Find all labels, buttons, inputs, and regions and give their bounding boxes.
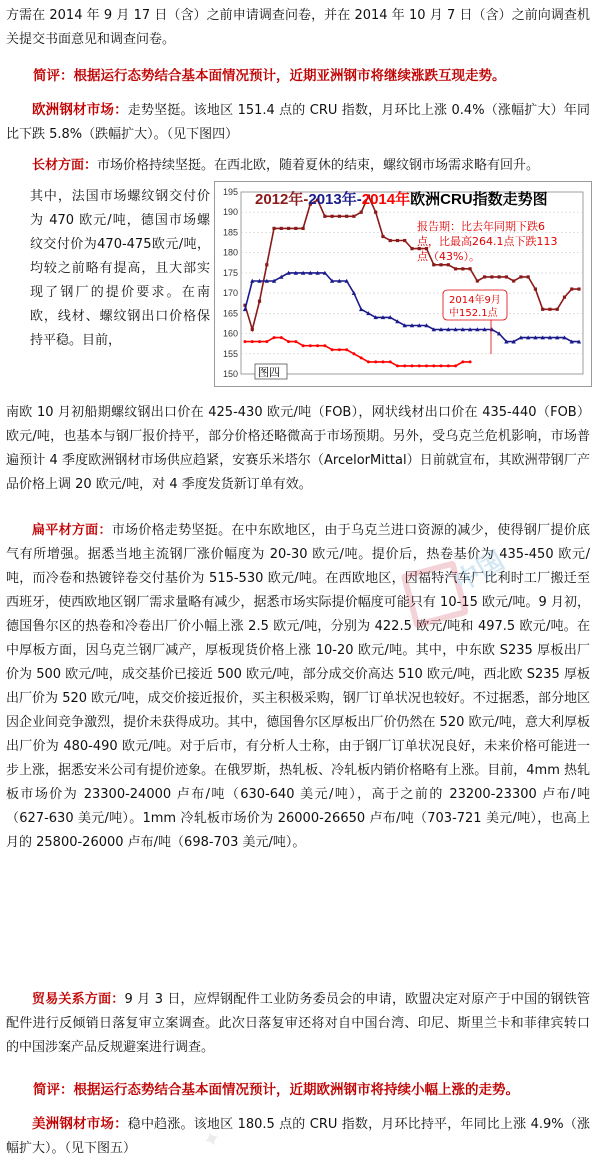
cru-index-chart: [214, 181, 592, 387]
data-point-2012年: [287, 227, 290, 230]
data-point-2012年: [476, 279, 479, 282]
data-point-2014年: [287, 340, 290, 343]
europe-body: 走势坚挺。该地区 151.4 点的 CRU 指数，月环比上涨 0.4%（涨幅扩大）年同比下跌 5.8%（跌幅扩大）。（见下图四）: [6, 103, 591, 142]
data-point-2012年: [505, 275, 508, 278]
flat-body: 市场价格走势坚挺。在中东欧地区，由于乌克兰进口资源的减少，使得钢厂提价底气有所增强。据悉当地主流钢厂涨价幅度为 20-30 欧元/吨。提价后，热卷基价为 435-450 欧元/吨，而冷卷和热镀锌卷交付基价为 515-530 欧元/吨。在西欧地区，因福特汽车厂比利时工厂搬迁至西班牙，使西欧地区钢厂需求量略有减少，据悉市场实际提价幅度可能只有 10-15 欧元/吨。9 月初，德国鲁尔区的热卷和冷卷出厂价小幅上涨 2.5 欧元/吨，分别为 422.5 欧元/吨和 497.5 欧元/吨。在中厚板方面，因乌克兰钢厂减产，厚板现货价格上涨 10-20 欧元/吨。其中，中东欧 S235 厚板出厂价为 500 欧元/吨，成交基价已接近 500 欧元/吨，部分成交价高达 510 欧元/吨，西北欧 S235 厚板出厂价为 520 欧元/吨，成交价接近报价，买主积极采购，钢厂订单状况也较好。不过据悉，部分地区因企业间竞争激烈，提价未获得成功。其中，德国鲁尔区厚板出厂价仍然在 520 欧元/吨，意大利厚板出厂价为 480-490 欧元/吨。对于后市，有分析人士称，由于钢厂订单状况良好，未来价格可能进一步上涨，据悉安米公司有提价迹象。在俄罗斯，热轧板、冷轧板内销价格略有上涨。目前，4mm 热轧板市场价为 23300-24000 卢布/吨（630-640 美元/吨），高于之前的 23200-23300 卢布/吨（627-630 美元/吨）。1mm 冷轧板市场价为 26000-26650 卢布/吨（703-721 美元/吨），也高上月的 25800-26000 卢布/吨（698-703 美元/吨）。: [6, 523, 590, 850]
data-point-2012年: [461, 267, 464, 270]
data-point-2012年: [338, 215, 341, 218]
data-point-2014年: [280, 336, 283, 339]
y-tick-label: 175: [222, 267, 238, 278]
data-point-2012年: [410, 247, 413, 250]
asia-comment: 简评：根据运行态势结合基本面情况预计，近期亚洲钢市将继续涨跌互现走势。: [33, 68, 506, 84]
long-paragraph-first: [6, 154, 590, 178]
data-point-2014年: [345, 348, 348, 351]
intro-paragraph: 方需在 2014 年 9 月 17 日（含）之前申请调查问卷，并在 2014 年 10 月 7 日（含）之前向调查机关提交书面意见和调查问卷。: [6, 8, 590, 47]
y-tick-label: 180: [222, 247, 238, 258]
data-point-2012年: [323, 215, 326, 218]
data-point-2014年: [302, 344, 305, 347]
data-point-2012年: [258, 300, 261, 303]
data-point-2014年: [244, 340, 247, 343]
data-point-2014年: [447, 364, 450, 367]
chart-title: [255, 190, 548, 208]
annotation-callout-line: 2014年9月: [449, 295, 501, 306]
data-point-2012年: [541, 308, 544, 311]
data-point-2012年: [265, 263, 268, 266]
chart-title-suffix: 欧洲CRU指数走势图: [410, 191, 548, 208]
data-point-2014年: [352, 352, 355, 355]
data-point-2014年: [418, 364, 421, 367]
long-heading: 长材方面：: [32, 158, 98, 173]
america-heading: 美洲钢材市场：: [32, 1116, 128, 1132]
europe-paragraph: [6, 98, 590, 147]
data-point-2014年: [331, 348, 334, 351]
data-point-2014年: [454, 364, 457, 367]
chart-label: 图四: [258, 366, 280, 379]
data-point-2014年: [273, 336, 276, 339]
data-point-2012年: [345, 215, 348, 218]
data-point-2014年: [309, 344, 312, 347]
y-tick-label: 185: [222, 227, 238, 238]
data-point-2012年: [519, 275, 522, 278]
data-point-2012年: [498, 275, 501, 278]
data-point-2012年: [396, 239, 399, 242]
data-point-2012年: [556, 308, 559, 311]
data-point-2014年: [367, 360, 370, 363]
data-point-2014年: [411, 364, 414, 367]
data-point-2012年: [527, 275, 530, 278]
data-point-2012年: [454, 267, 457, 270]
data-point-2014年: [432, 364, 435, 367]
data-point-2014年: [294, 340, 297, 343]
trade-heading: 贸易关系方面：: [32, 992, 125, 1007]
data-point-2014年: [265, 340, 268, 343]
data-point-2014年: [338, 348, 341, 351]
data-point-2012年: [490, 275, 493, 278]
chart-title-2014: 2014年: [361, 191, 411, 208]
annotation-report-line: 点，比最高264.1点下跌113: [417, 235, 558, 248]
data-point-2014年: [425, 364, 428, 367]
data-point-2014年: [251, 340, 254, 343]
data-point-2012年: [439, 263, 442, 266]
y-tick-label: 165: [222, 308, 238, 319]
data-point-2012年: [534, 287, 537, 290]
data-point-2014年: [258, 340, 261, 343]
chart-title-2012: 2012年-: [255, 191, 309, 208]
data-point-2014年: [461, 360, 464, 363]
chart-title-2013: 2013年-: [308, 191, 362, 208]
bottom-watermark: ✦: [199, 1125, 226, 1156]
data-point-2014年: [469, 360, 472, 363]
data-point-2012年: [280, 227, 283, 230]
europe-comment: 简评：根据运行态势结合基本面情况预计，近期欧洲钢市将持续小幅上涨的走势。: [33, 1082, 519, 1098]
data-point-2012年: [403, 239, 406, 242]
data-point-2014年: [381, 360, 384, 363]
data-point-2014年: [389, 360, 392, 363]
y-tick-label: 195: [222, 187, 238, 197]
data-point-2014年: [440, 364, 443, 367]
y-tick-label: 170: [222, 288, 238, 299]
data-point-2012年: [251, 328, 254, 331]
y-tick-label: 150: [222, 369, 238, 379]
y-tick-label: 160: [222, 328, 238, 339]
data-point-2012年: [483, 275, 486, 278]
trade-body: 9 月 3 日，应焊钢配件工业防务委员会的申请，欧盟决定对原产于中国的钢铁管配件进行反倾销日落复审立案调查。此次日落复审还将对自中国台湾、印尼、斯里兰卡和菲律宾转口的中国涉案产品反规避案进行调查。: [6, 992, 590, 1055]
chart-grid: [223, 187, 583, 379]
data-point-2012年: [352, 215, 355, 218]
data-point-2012年: [570, 287, 573, 290]
long-side-text: 其中，法国市场螺纹钢交付价为 470 欧元/吨，德国市场螺纹交付价为470-475欧元/吨，均较之前略有提高，且大部实现了钢厂的提价要求。在南欧，线材、螺纹钢出口价格保持平稳。目前，: [30, 189, 210, 348]
annotation-report-line: 报告期：比去年同期下跌6: [417, 220, 545, 233]
data-point-2012年: [447, 263, 450, 266]
europe-heading: 欧洲钢材市场：: [32, 102, 128, 118]
long-paragraph-rest: 南欧 10 月初船期螺纹钢出口价在 425-430 欧元/吨（FOB），网状线材出口价在 435-440（FOB）欧元/吨，也基本与钢厂报价持平，部分价格还略微高于市场预期。另外，受乌克兰危机影响，市场普遍预计 4 季度欧洲钢材市场供应趋紧，安赛乐米塔尔（ArcelorMittal）日前就宣布，其欧洲带钢厂产品价格上调 20 欧元/吨，对 4 季度发货新订单有效。: [6, 405, 590, 492]
data-point-2012年: [272, 227, 275, 230]
flat-heading: 扁平材方面：: [32, 523, 112, 538]
data-point-2012年: [577, 287, 580, 290]
data-point-2014年: [360, 356, 363, 359]
watermark-text: 中国: [449, 545, 510, 598]
trade-paragraph: [6, 988, 590, 1060]
data-point-2014年: [374, 360, 377, 363]
data-point-2012年: [389, 239, 392, 242]
data-point-2014年: [323, 344, 326, 347]
data-point-2012年: [548, 308, 551, 311]
data-point-2012年: [331, 215, 334, 218]
data-point-2012年: [512, 279, 515, 282]
chart-svg: [215, 182, 591, 386]
y-tick-label: 155: [222, 348, 238, 359]
data-point-2012年: [563, 296, 566, 299]
data-point-2014年: [403, 364, 406, 367]
data-point-2012年: [468, 267, 471, 270]
long-first-line: 市场价格持续坚挺。在西北欧，随着夏休的结束，螺纹钢市场需求略有回升。: [97, 158, 540, 173]
data-point-2012年: [360, 211, 363, 214]
data-point-2014年: [316, 344, 319, 347]
annotation-callout-line: 中152.1点: [449, 308, 498, 319]
data-point-2012年: [432, 263, 435, 266]
america-paragraph: [6, 1112, 590, 1161]
data-point-2012年: [294, 227, 297, 230]
data-point-2014年: [396, 364, 399, 367]
annotation-report-line: 点（43%）。: [417, 250, 480, 263]
america-body: 稳中趋涨。该地区 180.5 点的 CRU 指数，月环比持平，年同比上涨 4.9%（涨幅扩大）。（见下图五）: [6, 1117, 591, 1156]
y-tick-label: 190: [222, 207, 238, 218]
data-point-2012年: [381, 235, 384, 238]
data-point-2012年: [301, 227, 304, 230]
data-point-2012年: [374, 211, 377, 214]
